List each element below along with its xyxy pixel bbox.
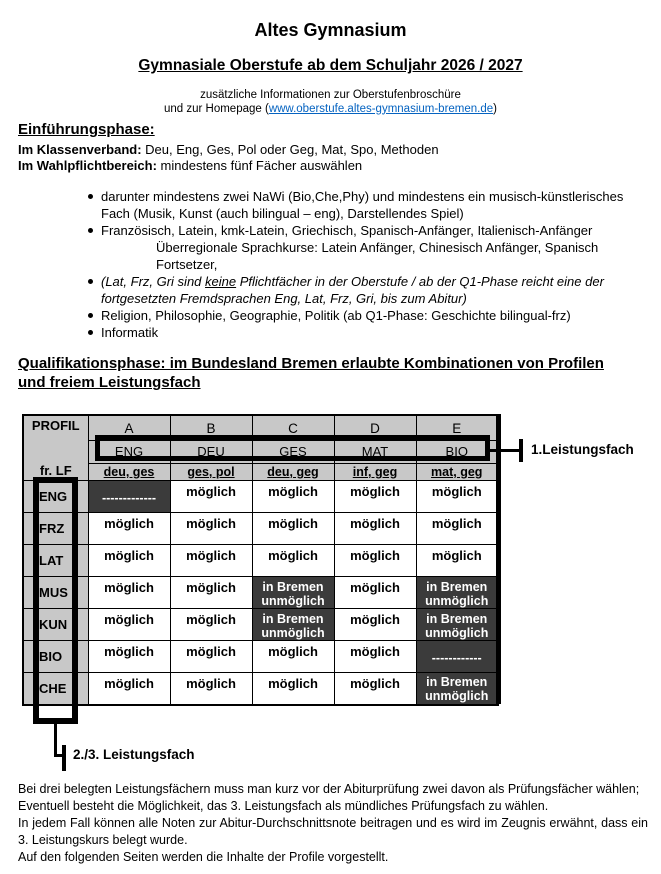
- table-cell: in Bremen unmöglich: [416, 673, 498, 705]
- table-cell: möglich: [416, 513, 498, 545]
- table-row: [23, 673, 498, 705]
- table-cell: möglich: [252, 545, 334, 577]
- table-cell: möglich: [334, 545, 416, 577]
- table-cell: möglich: [252, 481, 334, 513]
- table-cell: in Bremen unmöglich: [416, 577, 498, 609]
- bullet-item-nawi: [18, 188, 650, 222]
- bullet-dot: [88, 279, 93, 284]
- table-cell: möglich: [88, 513, 170, 545]
- page-title: Altes Gymnasium: [254, 20, 407, 40]
- footer-sentence-1: Bei drei belegten Leistungsfächern muss man kurz vor der Abiturprüfung zwei davon als Prüfungsfächer wählen;: [18, 782, 640, 796]
- wahlpflicht-label: Im Wahlpflichtbereich:: [18, 158, 157, 173]
- bullet-dot: [88, 228, 93, 233]
- pair-e: mat, geg: [416, 463, 498, 480]
- row-label-mus: MUS: [23, 577, 88, 609]
- second-lf-connector-tick: [62, 745, 66, 771]
- first-lf-highlight-frame: [95, 435, 490, 461]
- table-cell: möglich: [252, 673, 334, 705]
- klassenverband-label: Im Klassenverband:: [18, 142, 142, 157]
- col-letter-d: D: [334, 415, 416, 441]
- second-lf-connector-line: [54, 723, 57, 757]
- bullet-italic-rest: Pflichtfächer in der Oberstufe / ab der Q1-Phase reicht eine der: [236, 274, 604, 289]
- pair-d: inf, geg: [334, 463, 416, 480]
- bullet-dot: [88, 330, 93, 335]
- row-label-bio: BIO: [23, 641, 88, 673]
- table-cell: möglich: [88, 673, 170, 705]
- pair-b: ges, pol: [170, 463, 252, 480]
- info-lines: [0, 89, 661, 116]
- table-cell: möglich: [170, 481, 252, 513]
- bullet-text: Informatik: [101, 325, 159, 340]
- table-row: [23, 609, 498, 641]
- row-label-eng: ENG: [23, 481, 88, 513]
- table-cell: -------------: [88, 481, 170, 513]
- first-lf-d: MAT: [334, 441, 416, 464]
- footer-sentence-3: In jedem Fall können alle Noten zur Abitur-Durchschnittsnote beitragen und es wird im Zeugnis erwähnt, dass ein 3. Leistungskurs belegt wurde.: [18, 816, 648, 847]
- bullet-underlined-word: keine: [205, 274, 237, 289]
- wahlpflicht-line: [18, 158, 362, 173]
- wahlpflicht-text: mindestens fünf Fächer auswählen: [156, 158, 363, 173]
- table-cell: möglich: [170, 513, 252, 545]
- table-cell: möglich: [252, 513, 334, 545]
- bullet-item-religion: [18, 307, 650, 324]
- table-cell: in Bremen unmöglich: [252, 577, 334, 609]
- table-cell: möglich: [88, 609, 170, 641]
- homepage-suffix: ): [493, 102, 498, 115]
- corner-cell: [23, 415, 88, 481]
- table-row: [23, 545, 498, 577]
- bullet-dot: [88, 194, 93, 199]
- table-cell: möglich: [334, 481, 416, 513]
- corner-label-profil: PROFIL: [31, 418, 80, 433]
- page-subtitle: Gymnasiale Oberstufe ab dem Schuljahr 2026 / 2027: [138, 57, 523, 74]
- table-cell: möglich: [88, 641, 170, 673]
- corner-label-fr-lf: fr. LF: [39, 463, 72, 478]
- table-cell: möglich: [252, 641, 334, 673]
- table-cell: in Bremen unmöglich: [252, 609, 334, 641]
- bullet-list: [18, 188, 650, 341]
- table-cell: möglich: [88, 577, 170, 609]
- table-row: [23, 481, 498, 513]
- second-lf-highlight-frame: [33, 477, 78, 724]
- table-right-bar: [496, 414, 501, 704]
- info-line-1: zusätzliche Informationen zur Oberstufenbroschüre: [200, 89, 461, 101]
- table-row-profile-subjects: [23, 463, 498, 480]
- quali-heading-line-1: Qualifikationsphase: im Bundesland Bremen erlaubte Kombinationen von Profilen: [18, 355, 604, 372]
- table-cell: in Bremen unmöglich: [416, 609, 498, 641]
- table-cell: möglich: [334, 641, 416, 673]
- pair-a: deu, ges: [88, 463, 170, 480]
- bullet-dot: [88, 313, 93, 318]
- row-label-kun: KUN: [23, 609, 88, 641]
- row-label-frz: FRZ: [23, 513, 88, 545]
- table-cell: möglich: [416, 481, 498, 513]
- heading-einfuehrungsphase: Einführungsphase:: [18, 121, 155, 138]
- homepage-link[interactable]: www.oberstufe.altes-gymnasium-bremen.de: [268, 102, 494, 115]
- col-letter-b: B: [170, 415, 252, 441]
- bullet-item-informatik: [18, 324, 650, 341]
- bullet-item-pflichtfaecher: [18, 273, 650, 307]
- table-cell: möglich: [88, 545, 170, 577]
- pair-c: deu, geg: [252, 463, 334, 480]
- row-label-lat: LAT: [23, 545, 88, 577]
- table-cell: möglich: [334, 609, 416, 641]
- col-letter-e: E: [416, 415, 498, 441]
- table-cell: möglich: [334, 577, 416, 609]
- first-lf-annotation: 1.Leistungsfach: [531, 442, 634, 457]
- footer-sentence-2: Eventuell besteht die Möglichkeit, das 3. Leistungsfach als mündliches Prüfungsfach zu wählen.: [18, 799, 549, 813]
- bullet-italic-line-2: fortgesetzten Fremdsprachen Eng, Lat, Frz, Gri, bis zum Abitur): [101, 291, 467, 306]
- first-lf-connector-tick: [519, 439, 523, 462]
- col-letter-c: C: [252, 415, 334, 441]
- table-cell: möglich: [416, 545, 498, 577]
- second-lf-annotation: 2./3. Leistungsfach: [73, 747, 195, 762]
- table-cell: möglich: [334, 513, 416, 545]
- table-row: [23, 513, 498, 545]
- bullet-text: darunter mindestens zwei NaWi (Bio,Che,Phy) und mindestens ein musisch-künstlerisches Fach (Musik, Kunst (auch bilingual – eng), Darstellendes Spiel): [101, 189, 624, 221]
- bullet-text: [101, 222, 650, 273]
- klassenverband-text: Deu, Eng, Ges, Pol oder Geg, Mat, Spo, Methoden: [141, 142, 439, 157]
- profile-table-body: [23, 481, 498, 705]
- homepage-prefix: und zur Homepage (: [163, 102, 269, 115]
- first-lf-c: GES: [252, 441, 334, 464]
- first-lf-e: BIO: [416, 441, 498, 464]
- footer-paragraph: [18, 781, 648, 849]
- bullet-text: Religion, Philosophie, Geographie, Politik (ab Q1-Phase: Geschichte bilingual-frz): [101, 308, 571, 323]
- first-lf-a: ENG: [88, 441, 170, 464]
- table-cell: möglich: [170, 545, 252, 577]
- klassenverband-line: [18, 142, 439, 157]
- first-lf-b: DEU: [170, 441, 252, 464]
- first-lf-connector-line: [489, 449, 520, 452]
- table-cell: möglich: [170, 641, 252, 673]
- table-cell: ------------: [416, 641, 498, 673]
- table-cell: möglich: [170, 577, 252, 609]
- table-cell: möglich: [170, 609, 252, 641]
- bullet-italic-pre: (Lat, Frz, Gri sind: [101, 274, 206, 289]
- table-cell: möglich: [170, 673, 252, 705]
- bullet-line-2: Überregionale Sprachkurse: Latein Anfänger, Chinesisch Anfänger, Spanisch Fortsetzer,: [156, 240, 599, 272]
- heading-qualifikationsphase: [18, 354, 652, 392]
- table-row: [23, 641, 498, 673]
- profile-table-area: [0, 414, 661, 786]
- table-row: [23, 577, 498, 609]
- bullet-text: [101, 273, 650, 307]
- table-cell: möglich: [334, 673, 416, 705]
- row-label-che: CHE: [23, 673, 88, 705]
- quali-heading-line-2: und freiem Leistungsfach: [18, 374, 201, 391]
- bullet-item-sprachen: [18, 222, 650, 273]
- bullet-line-1: Französisch, Latein, kmk-Latein, Griechisch, Spanisch-Anfänger, Italienisch-Anfänger: [101, 223, 593, 238]
- closing-line: Auf den folgenden Seiten werden die Inhalte der Profile vorgestellt.: [18, 850, 389, 864]
- col-letter-a: A: [88, 415, 170, 441]
